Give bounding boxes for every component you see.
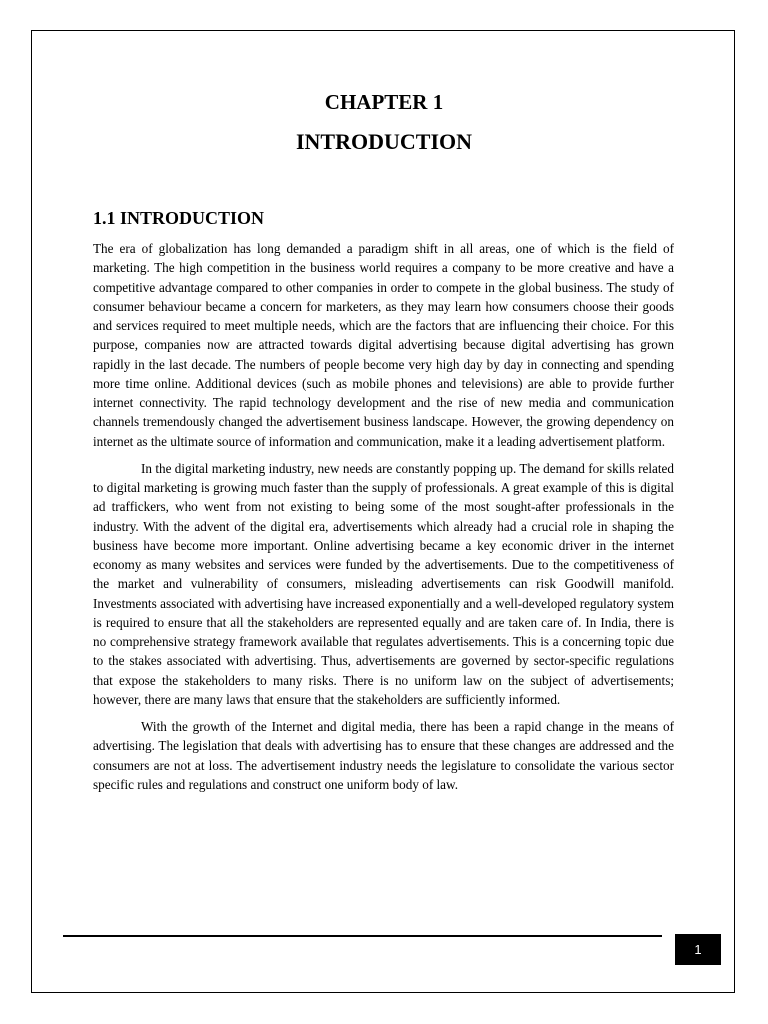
chapter-title: INTRODUCTION <box>295 129 473 154</box>
page-number-box <box>675 934 721 965</box>
paragraph-3: With the growth of the Internet and digital media, there has been a rapid change in the means of advertising. The legislation that deals with advertising has to ensure that these changes are addressed and the consumers are not at loss. The advertisement industry needs the legislature to consolidate the various sector specific rules and regulations and construct one uniform body of law. <box>93 719 674 792</box>
footer-rule <box>63 935 662 937</box>
paragraph-2: In the digital marketing industry, new needs are constantly popping up. The demand for skills related to digital marketing is growing much faster than the supply of professionals. A great example of this is digital ad traffickers, who went from not existing to being some of the most sought-after professionals in the industry. With the advent of the digital era, advertisements which already had a crucial role in shaping the business have become more important. Online advertising became a key economic driver in the internet economy as many websites and services were funded by the advertisements. Due to the competitiveness of the market and vulnerability of consumers, misleading advertisements can risk Goodwill manifold. Investments associated with advertising have increased exponentially and a well-developed regulatory system is required to ensure that all the stakeholders are represented equally and are taken care of. In India, there is no comprehensive strategy framework available that regulates advertisements. This is a concerning topic due to the stakes associated with advertising. Thus, advertisements are governed by sector-specific regulations that expose the stakeholders to many risks. There is no uniform law on the subject of advertisements; however, there are many laws that ensure that the stakeholders are sufficiently informed. <box>93 460 674 707</box>
chapter-number: CHAPTER 1 <box>324 90 444 114</box>
paragraph-1: The era of globalization has long demanded a paradigm shift in all areas, one of which is the field of marketing. The high competition in the business world requires a company to be more creative and have a competitive advantage compared to other companies in order to compete in the global business. The study of consumer behaviour became a concern for marketers, as they may learn how consumers choose their goods and services required to meet multiple needs, which are the factors that are influencing their choice. For this purpose, companies now are attracted towards digital advertising because digital advertising has grown rapidly in the last decade. The numbers of people become very high day by day in connecting and spending more time online. Additional devices (such as mobile phones and televisions) are able to provide further internet connectivity. The rapid technology development and the rise of new media and communication channels tremendously changed the advertisement business landscape. However, the growing dependency on internet as the ultimate source of information and communication, make it a leading advertisement platform. <box>93 241 674 449</box>
section-heading: 1.1 INTRODUCTION <box>93 208 265 228</box>
page-number: 1 <box>694 942 702 957</box>
body-text <box>93 239 674 802</box>
